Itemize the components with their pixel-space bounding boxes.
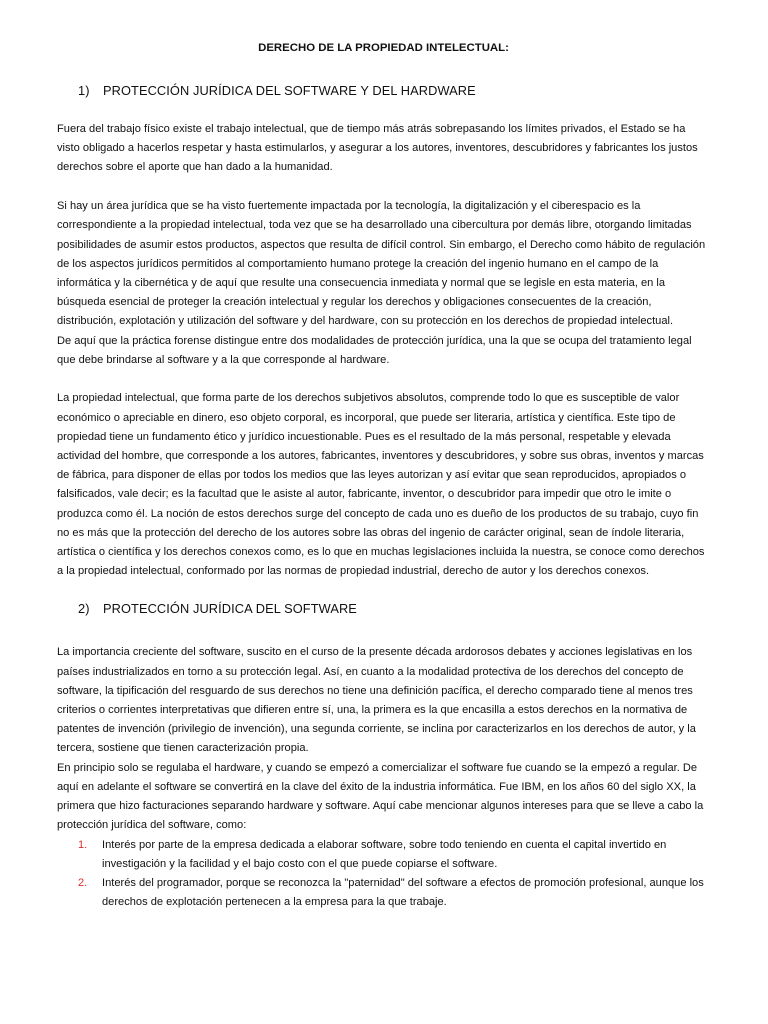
section-heading-2 bbox=[57, 601, 710, 617]
list-item-text: Interés por parte de la empresa dedicada a elaborar software, sobre todo teniendo en cuenta el capital invertido en investigación y la facilidad y el bajo costo con el que puede copiarse el software. bbox=[102, 838, 667, 870]
paragraph: En principio solo se regulaba el hardware, y cuando se empezó a comercializar el software fue cuando se la empezó a regular. De aquí en adelante el software se convertirá en la clave del éxito de la industria informática. Fue IBM, en los años 60 del siglo XX, la primera que hizo facturaciones separando hardware y software. Aquí cabe mencionar algunos intereses para que se lleve a cabo la protección jurídica del software, como: bbox=[57, 761, 704, 832]
section-heading-1 bbox=[57, 83, 710, 99]
section-number: 1) bbox=[78, 83, 90, 98]
interest-list bbox=[57, 836, 710, 913]
paragraph: La importancia creciente del software, suscito en el curso de la presente década ardorosos debates y acciones legislativas en los países industrializados en torno a su protección legal. Así, en cuanto a la modalidad protectiva de los derechos del concepto de software, la tipificación del resguardo de sus derechos no tiene una definición pacífica, el derecho comparado tiene al menos tres criterios o corrientes interpretativas que difieren entre sí, una, la primera es la que encasilla a estos derechos en la normativa de patentes de invención (privilegio de invención), una segunda corriente, se inclina por caracterizarlos en los derechos de autor, y la tercera, sostiene que tienen caracterización propia. bbox=[57, 646, 696, 755]
list-item bbox=[57, 874, 710, 912]
list-item-text: Interés del programador, porque se reconozca la "paternidad" del software a efectos de promoción profesional, aunque los derechos de explotación pertenecen a la empresa para la que trabaje. bbox=[102, 876, 704, 909]
list-marker: 2. bbox=[78, 876, 88, 889]
list-item bbox=[57, 836, 710, 874]
paragraph: Si hay un área jurídica que se ha visto fuertemente impactada por la tecnología, la digitalización y el ciberespacio es la correspondiente a la propiedad intelectual, toda vez que se ha desarrollado una cibercultura por demás libre, otorgando limitadas posibilidades de asumir estos productos, aspectos que resulta de difícil control. Sin embargo, el Derecho como hábito de regulación de los aspectos jurídicos permitidos al comportamiento humano protege la creación del ingenio humano en el campo de la informática y la cibernética y de aquí que resulte una consecuencia inmediata y normal que se legisle en esta materia, en la búsqueda esencial de proteger la creación intelectual y regular los derechos y obligaciones consecuentes de la creación, distribución, explotación y utilización del software y del hardware, con su protección en los derechos de propiedad intelectual. bbox=[57, 200, 706, 328]
list-marker: 1. bbox=[78, 838, 88, 851]
paragraph: La propiedad intelectual, que forma parte de los derechos subjetivos absolutos, comprende todo lo que es susceptible de valor económico o apreciable en dinero, eso objeto corporal, es incorporal, que puede ser literaria, artística y científica. Este tipo de propiedad tiene un fundamento ético y jurídico incuestionable. Pues es el resultado de la más personal, respetable y elevada actividad del hombre, que corresponde a los autores, fabricantes, inventores y descubridores, y sobre sus obras, inventos y marcas de fábrica, para disponer de ellas por todos los medios que las leyes autorizan y así evitar que sean reproducidos, apropiados o falsificados, vale decir; es la facultad que le asiste al autor, fabricante, inventor, o descubridor para impedir que otro le imite o produzca como él. La noción de estos derechos surge del concepto de cada uno es dueño de los productos de su trabajo, cuyo fin no es más que la protección del derecho de los autores sobre las obras del ingenio de carácter original, sean de índole literaria, artística o científica y los derechos conexos como, es lo que en muchas legislaciones incluida la nuestra, se conoce como derechos a la propiedad intelectual, conformado por las normas de propiedad industrial, derecho de autor y los derechos conexos. bbox=[57, 392, 705, 578]
document-title: DERECHO DE LA PROPIEDAD INTELECTUAL: bbox=[258, 42, 509, 54]
paragraph: Fuera del trabajo físico existe el trabajo intelectual, que de tiempo más atrás sobrepasando los límites privados, el Estado se ha visto obligado a hacerlos respetar y hasta estimularlos, y asegurar a los autores, inventores, descubridores y fabricantes los justos derechos sobre el aporte que han dado a la humanidad. bbox=[57, 123, 698, 174]
section-title: PROTECCIÓN JURÍDICA DEL SOFTWARE bbox=[103, 601, 357, 617]
section-number: 2) bbox=[78, 601, 90, 617]
paragraph: De aquí que la práctica forense distingue entre dos modalidades de protección jurídica, una la que se ocupa del tratamiento legal que debe brindarse al software y a la que corresponde al hardware. bbox=[57, 334, 692, 366]
section-title: PROTECCIÓN JURÍDICA DEL SOFTWARE Y DEL HARDWARE bbox=[103, 83, 476, 98]
